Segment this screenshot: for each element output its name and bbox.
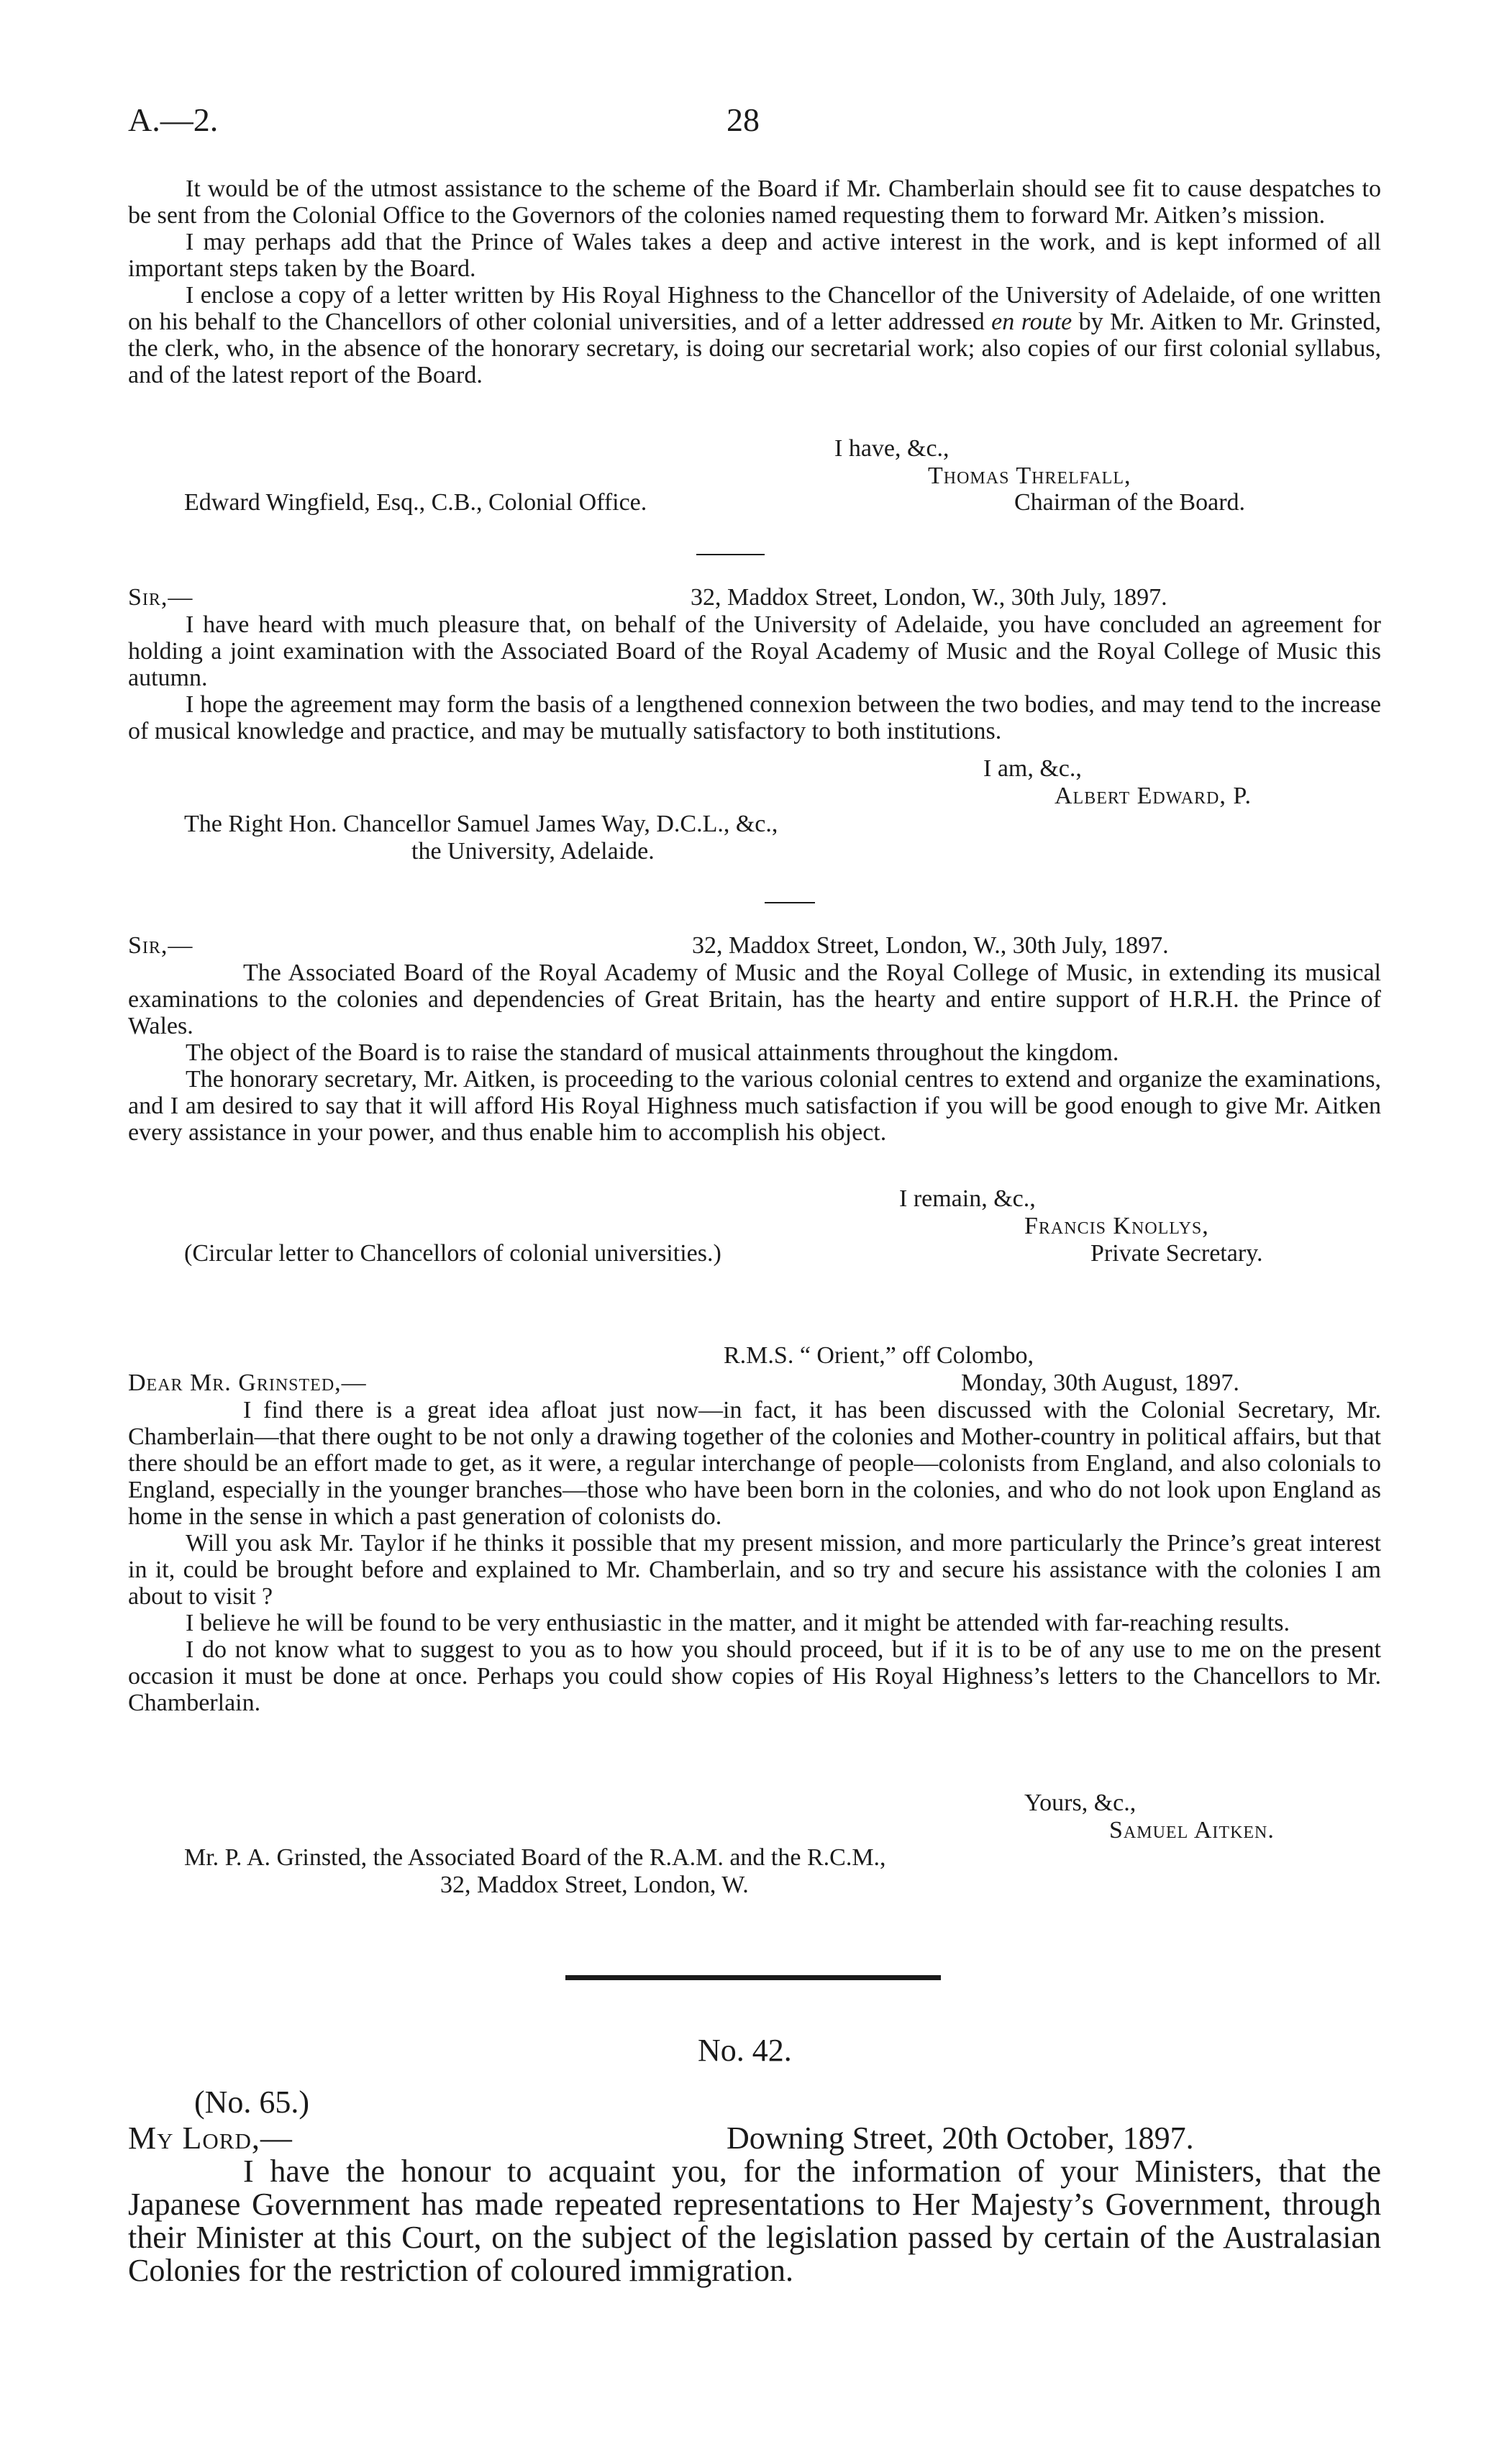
document-paragraph: I have the honour to acquaint you, for the information of your Ministers, that the Japanese Government has made repeated representations to Her Majesty’s Government, through their Minister at this Court, on the subject of the legislation passed by certain of the Australasian Colonies for the restriction of coloured immigration. <box>128 2154 1381 2288</box>
document-sub-number: (No. 65.) <box>194 2084 310 2120</box>
letter2-addressee-line1: The Right Hon. Chancellor Samuel James Way, D.C.L., &c., <box>184 811 778 837</box>
letter3-body <box>128 960 1381 1146</box>
sheet-id: A.—2. <box>128 101 219 138</box>
section-rule <box>565 1975 941 1980</box>
letter3-closing: I remain, &c., <box>899 1185 1036 1212</box>
letter4-date: Monday, 30th August, 1897. <box>961 1370 1239 1396</box>
letter4-salutation: Dear Mr. Grinsted,— <box>128 1370 367 1396</box>
letter3-signature: Francis Knollys, <box>1024 1213 1209 1239</box>
letter2-addressee-line2: the University, Adelaide. <box>411 838 655 865</box>
document-salutation: My Lord,— <box>128 2120 293 2156</box>
letter4-place: R.M.S. “ Orient,” off Colombo, <box>724 1342 1034 1369</box>
section-divider <box>696 554 765 555</box>
letter1-signatory-title: Chairman of the Board. <box>1014 489 1246 516</box>
document-address-date: Downing Street, 20th October, 1897. <box>727 2120 1194 2156</box>
letter4-body <box>128 1397 1381 1716</box>
letter1-closing: I have, &c., <box>834 435 949 462</box>
letter2-signature: Albert Edward, P. <box>1055 783 1252 809</box>
letter4-signature: Samuel Aitken. <box>1109 1817 1275 1844</box>
letter1-paragraph: I may perhaps add that the Prince of Wales takes a deep and active interest in the work, and is kept informed of all important steps taken by the Board. <box>128 229 1381 282</box>
letter2-body <box>128 611 1381 744</box>
letter4-paragraph: Will you ask Mr. Taylor if he thinks it possible that my present mission, and more particularly the Prince’s great interest in it, could be brought before and explained to Mr. Chamberlain, and so try and secure his assistance with the colonies I am about to visit ? <box>128 1530 1381 1610</box>
letter4-addressee-line1: Mr. P. A. Grinsted, the Associated Board of the R.A.M. and the R.C.M., <box>184 1844 886 1871</box>
document-body <box>128 2155 1381 2287</box>
letter4-addressee-line2: 32, Maddox Street, London, W. <box>440 1872 749 1898</box>
letter3-address-date: 32, Maddox Street, London, W., 30th July, 1897. <box>692 932 1169 959</box>
letter3-paragraph: The Associated Board of the Royal Academy of Music and the Royal College of Music, in extending its musical examinations to the colonies and dependencies of Great Britain, has the hearty and entire support of H.R.H. the Prince of Wales. <box>128 960 1381 1039</box>
letter2-address-date: 32, Maddox Street, London, W., 30th July, 1897. <box>691 584 1167 611</box>
letter2-closing: I am, &c., <box>983 755 1082 782</box>
letter4-paragraph: I find there is a great idea afloat just now—in fact, it has been discussed with the Colonial Secretary, Mr. Chamberlain—that there ought to be not only a drawing together of the colonies and Mother-country in political affairs, but that there should be an effort made to get, as it were, a regular interchange of people—colonists from England, and also colonials to England, especially in the younger branches—those who have been born in the colonies, and who do not look upon England as home in the sense in which a past generation of colonists do. <box>128 1397 1381 1530</box>
letter3-note: (Circular letter to Chancellors of colonial universities.) <box>184 1240 721 1267</box>
letter2-paragraph: I have heard with much pleasure that, on behalf of the University of Adelaide, you have concluded an agreement for holding a joint examination with the Associated Board of the Royal Academy of Music and the Royal College of Music this autumn. <box>128 611 1381 691</box>
letter4-paragraph: I believe he will be found to be very enthusiastic in the matter, and it might be attended with far-reaching results. <box>186 1610 1290 1636</box>
letter1-signature: Thomas Threlfall, <box>928 462 1131 489</box>
letter3-paragraph: The object of the Board is to raise the standard of musical attainments throughout the kingdom. <box>186 1039 1119 1066</box>
letter2-paragraph: I hope the agreement may form the basis of a lengthened connexion between the two bodies, and may tend to the increase of musical knowledge and practice, and may be mutually satisfactory to both institutions. <box>128 691 1381 744</box>
document-number: No. 42. <box>698 2033 792 2068</box>
letter3-salutation: Sir,— <box>128 932 193 959</box>
letter4-paragraph: I do not know what to suggest to you as to how you should proceed, but if it is to be of any use to me on the present occasion it must be done at once. Perhaps you could show copies of His Royal Highness’s letters to the Chancellors to Mr. Chamberlain. <box>128 1636 1381 1716</box>
letter1-addressee: Edward Wingfield, Esq., C.B., Colonial Office. <box>184 489 647 516</box>
italic-phrase: en route <box>991 309 1072 335</box>
letter2-salutation: Sir,— <box>128 584 193 611</box>
letter1-body <box>128 176 1381 388</box>
letter4-closing: Yours, &c., <box>1024 1790 1137 1816</box>
letter1-paragraph: It would be of the utmost assistance to the scheme of the Board if Mr. Chamberlain should see fit to cause despatches to be sent from the Colonial Office to the Governors of the colonies named requesting them to forward Mr. Aitken’s mission. <box>128 176 1381 229</box>
letter3-signatory-title: Private Secretary. <box>1090 1240 1263 1267</box>
letter1-paragraph: I enclose a copy of a letter written by His Royal Highness to the Chancellor of the University of Adelaide, of one written on his behalf to the Chancellors of other colonial universities, and of a letter addressed en route by Mr. Aitken to Mr. Grinsted, the clerk, who, in the absence of the honorary secretary, is doing our secretarial work; also copies of our first colonial syllabus, and of the latest report of the Board. <box>128 282 1381 388</box>
letter3-paragraph: The honorary secretary, Mr. Aitken, is proceeding to the various colonial centres to extend and organize the examinations, and I am desired to say that it will afford His Royal Highness much satisfaction if you will be good enough to give Mr. Aitken every assistance in your power, and thus enable him to accomplish his object. <box>128 1066 1381 1146</box>
page-number: 28 <box>727 101 760 138</box>
section-divider <box>765 902 815 903</box>
